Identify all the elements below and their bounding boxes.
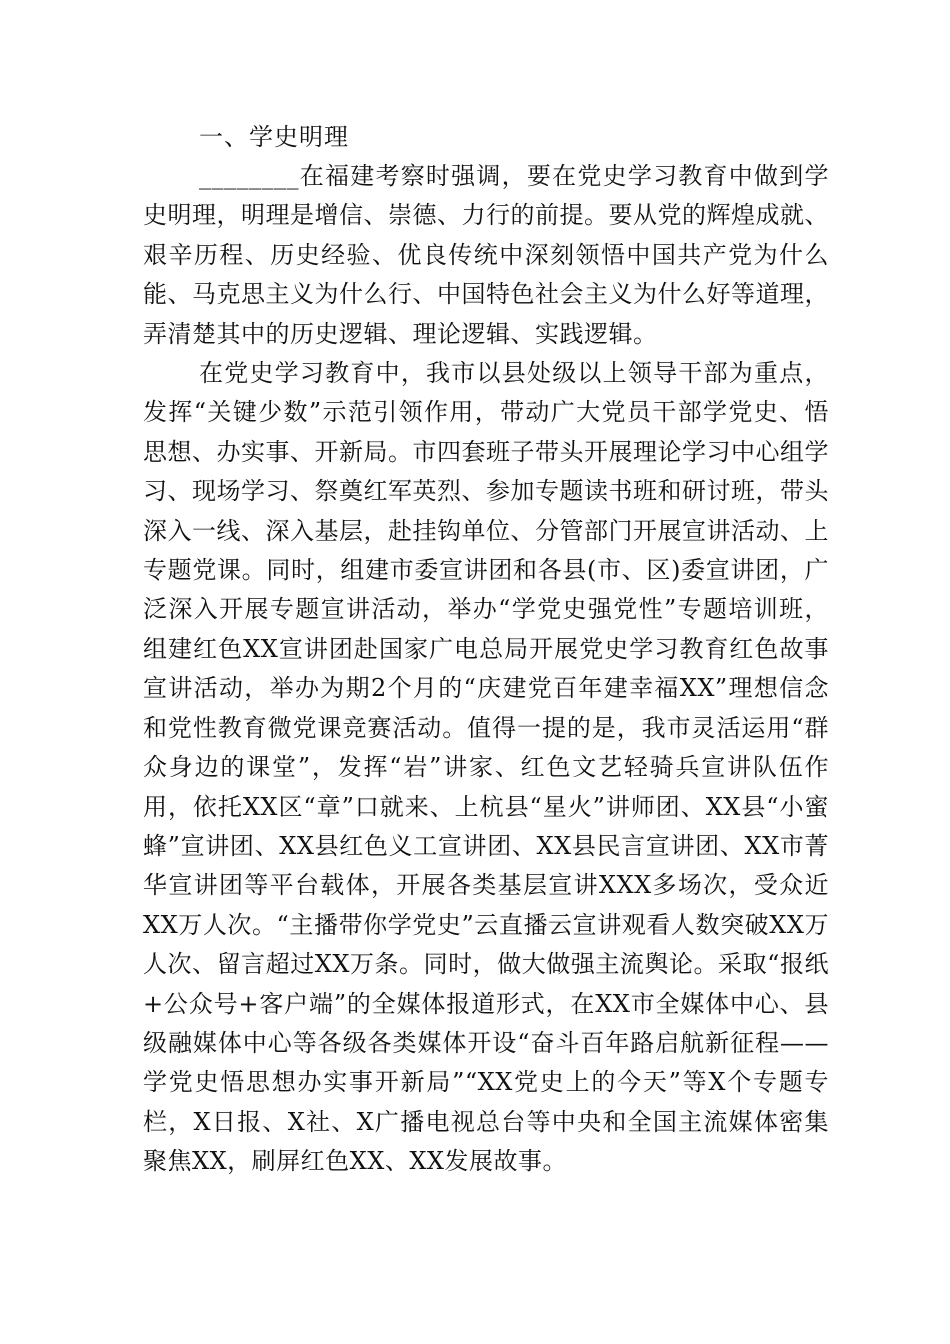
document-page [143, 117, 829, 1182]
section-heading: 一、学史明理 [199, 123, 349, 151]
paragraph-body: 在党史学习教育中，我市以县处级以上领导干部为重点，发挥“关键少数”示范引领作用，带动广大党员干部学党史、悟思想、办实事、开新局。市四套班子带头开展理论学习中心组学习、现场学习、祭奠红军英烈、参加专题读书班和研讨班，带头深入一线、深入基层，赴挂钩单位、分管部门开展宣讲活动、上专题党课。同时，组建市委宣讲团和各县(市、区)委宣讲团，广泛深入开展专题宣讲活动，举办“学党史强党性”专题培训班，组建红色XX宣讲团赴国家广电总局开展党史学习教育红色故事宣讲活动，举办为期2个月的“庆建党百年建幸福XX”理想信念和党性教育微党课竞赛活动。值得一提的是，我市灵活运用“群众身边的课堂”，发挥“岩”讲家、红色文艺轻骑兵宣讲队伍作用，依托XX区“章”口就来、上杭县“星火”讲师团、XX县“小蜜蜂”宣讲团、XX县红色义工宣讲团、XX县民言宣讲团、XX市菁华宣讲团等平台载体，开展各类基层宣讲XXX多场次，受众近XX万人次。“主播带你学党史”云直播云宣讲观看人数突破XX万人次、留言超过XX万条。同时，做大做强主流舆论。采取“报纸+公众号+客户端”的全媒体报道形式，在XX市全媒体中心、县级融媒体中心等各级各类媒体开设“奋斗百年路启航新征程——学党史悟思想办实事开新局”“XX党史上的今天”等X个专题专栏，X日报、X社、X广播电视总台等中央和全国主流媒体密集聚焦XX，刷屏红色XX、XX发展故事。 [143, 359, 829, 1176]
paragraph-intro: ________在福建考察时强调，要在党史学习教育中做到学史明理，明理是增信、崇德、力行的前提。要从党的辉煌成就、艰辛历程、历史经验、优良传统中深刻领悟中国共产党为什么能、马克思主义为什么行、中国特色社会主义为什么好等道理，弄清楚其中的历史逻辑、理论逻辑、实践逻辑。 [143, 162, 829, 348]
